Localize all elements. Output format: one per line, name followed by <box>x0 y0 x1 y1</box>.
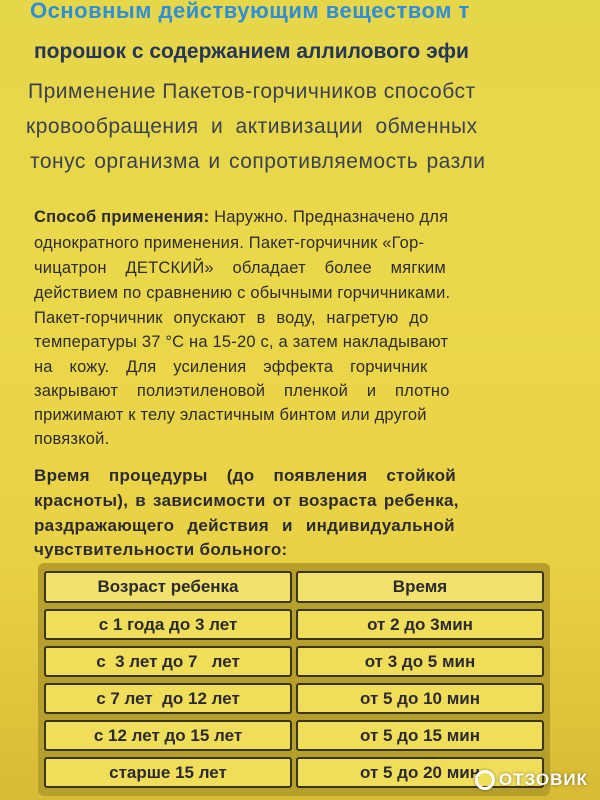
method-heading: Способ применения: <box>34 208 210 226</box>
method-text-kozhu-prefix: на <box>34 358 53 376</box>
method-text-7: кожу. Для усиления эффекта горчичник <box>69 358 428 376</box>
method-line-8: закрывают полиэтиленовой пленкой и плотно <box>34 382 450 400</box>
method-line-6: температуры 37 °С на 15-20 с, а затем накладывают <box>34 333 449 351</box>
method-line-9: прижимают к телу эластичным бинтом или другой <box>34 406 427 424</box>
method-line-1 <box>34 208 549 227</box>
cell-time: от 2 до 3мин <box>296 609 544 640</box>
table-row <box>44 646 544 677</box>
intro-line-4: кровообращения и активизации обменных <box>26 115 478 138</box>
cell-time: от 5 до 20 мин <box>296 757 544 788</box>
cell-time: от 5 до 15 мин <box>296 720 544 751</box>
otzovik-logo-icon <box>475 770 495 790</box>
table-row <box>44 609 544 640</box>
table-row <box>44 683 544 714</box>
cell-age: с 7 лет до 12 лет <box>44 683 292 714</box>
method-line-5: Пакет-горчичник опускают в воду, нагретую до <box>34 309 429 327</box>
method-line-7 <box>34 358 549 377</box>
intro-line-2: порошок с содержанием аллилового эфи <box>34 40 469 63</box>
procedure-line-3: раздражающего действия и индивидуальной <box>34 516 455 535</box>
header-age: Возраст ребенка <box>44 571 292 603</box>
method-text-1: Наружно. Предназначено для <box>214 208 449 226</box>
method-line-2: однократного применения. Пакет-горчичник «Гор- <box>34 234 425 252</box>
cell-age: с 1 года до 3 лет <box>44 609 292 640</box>
intro-line-3: Применение Пакетов-горчичников способст <box>28 80 476 103</box>
method-line-3: чицатрон ДЕТСКИЙ» обладает более мягким <box>34 259 446 277</box>
header-time: Время <box>296 571 544 603</box>
method-line-4: действием по сравнению с обычными горчичниками. <box>34 284 451 302</box>
cell-age: с 3 лет до 7 лет <box>44 646 292 677</box>
intro-line-1: Основным действующим веществом т <box>30 0 470 23</box>
procedure-line-2: красноты), в зависимости от возраста ребенка, <box>34 491 459 510</box>
procedure-line-1: Время процедуры (до появления стойкой <box>34 466 457 485</box>
procedure-time-table <box>38 563 550 796</box>
method-line-10: повязкой. <box>34 430 110 448</box>
cell-age: старше 15 лет <box>44 757 292 788</box>
procedure-line-4: чувствительности больного: <box>34 540 288 559</box>
cell-time: от 5 до 10 мин <box>296 683 544 714</box>
cell-time: от 3 до 5 мин <box>296 646 544 677</box>
watermark <box>475 770 588 790</box>
cell-age: с 12 лет до 15 лет <box>44 720 292 751</box>
table-row <box>44 757 544 788</box>
table-header-row <box>44 571 544 603</box>
watermark-text: ОТЗОВИК <box>498 770 588 789</box>
table-row <box>44 720 544 751</box>
intro-line-5: тонус организма и сопротивляемость разли <box>30 150 486 173</box>
